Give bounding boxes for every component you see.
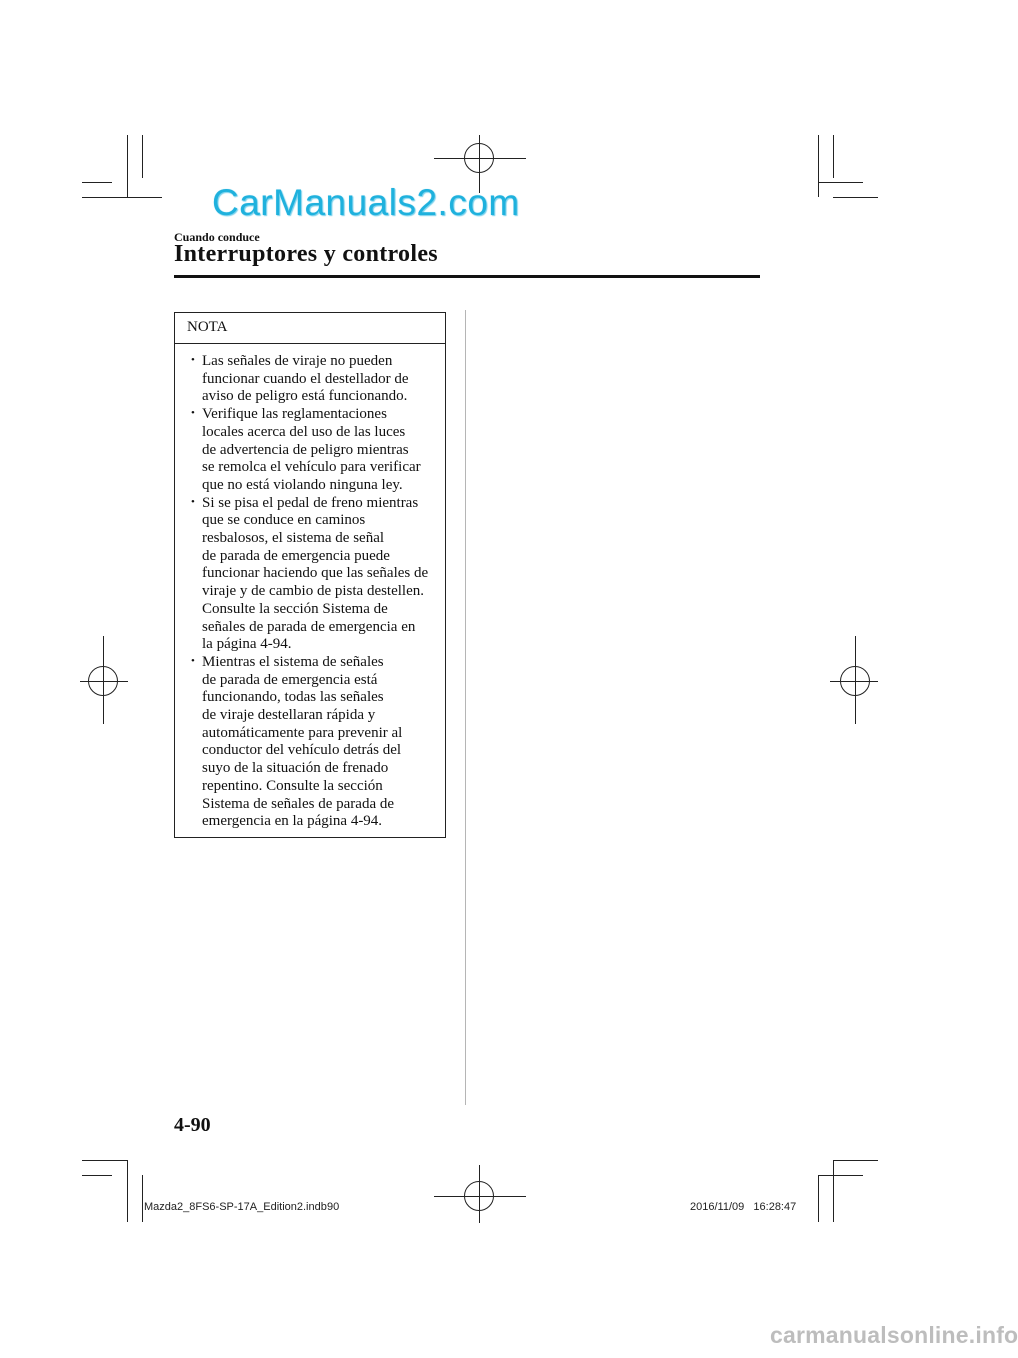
- note-box: [174, 312, 446, 838]
- footer-timestamp: 2016/11/09 16:28:47: [690, 1201, 797, 1213]
- note-item: • Las señales de viraje no pueden funcionar cuando el destellador de aviso de peligro está funcionando.: [185, 353, 447, 406]
- watermark-logo: CarManuals2.com: [212, 182, 520, 223]
- crop-mark: [82, 182, 112, 183]
- crop-mark: [855, 636, 856, 724]
- crop-mark: [833, 1160, 834, 1222]
- column-divider: [465, 310, 466, 1105]
- crop-mark: [833, 135, 834, 178]
- note-header: [175, 313, 445, 344]
- section-label: Cuando conduce: [174, 230, 260, 244]
- page-title: Interruptores y controles: [174, 241, 438, 267]
- crop-mark: [818, 1175, 863, 1176]
- note-label: NOTA: [187, 319, 228, 335]
- note-item: • Si se pisa el pedal de freno mientras que se conduce en caminos resbalosos, el sistema de señal de parada de emergencia puede funcionar haciendo que las señales de viraje y de cambio de pista destellen. Consulte la sección Sistema de señales de parada de emergencia en la página 4-94.: [185, 495, 447, 654]
- crop-mark: [818, 182, 863, 183]
- crop-mark: [142, 135, 143, 178]
- crop-mark: [833, 1160, 878, 1161]
- site-footer-watermark: carmanualsonline.info: [770, 1322, 1018, 1348]
- footer-filename: Mazda2_8FS6-SP-17A_Edition2.indb: [144, 1201, 327, 1213]
- note-item: • Verifique las reglamentaciones locales acerca del uso de las luces de advertencia de peligro mientras se remolca el vehículo para verificar que no está violando ninguna ley.: [185, 406, 447, 495]
- crop-mark: [434, 1196, 526, 1197]
- crop-mark: [82, 197, 162, 198]
- crop-mark: [142, 1175, 143, 1222]
- note-list: [185, 353, 447, 831]
- crop-mark: [82, 1160, 127, 1161]
- crop-mark: [833, 197, 878, 198]
- crop-mark: [103, 636, 104, 724]
- note-item: • Mientras el sistema de señales de parada de emergencia está funcionando, todas las señales de viraje destellaran rápida y automáticamente para prevenir al conductor del vehículo detrás del suyo de la situación de frenado repentino. Consulte la sección Sistema de señales de parada de emergencia en la página 4-94.: [185, 654, 447, 831]
- page-number: 4-90: [174, 1114, 211, 1136]
- crop-mark: [434, 158, 526, 159]
- title-rule: [174, 275, 760, 278]
- footer-page: 90: [327, 1201, 340, 1213]
- crop-mark: [818, 1175, 819, 1222]
- crop-mark: [127, 1160, 128, 1222]
- crop-mark: [479, 1165, 480, 1223]
- crop-mark: [80, 681, 128, 682]
- crop-mark: [818, 135, 819, 197]
- crop-mark: [127, 135, 128, 197]
- crop-mark: [82, 1175, 112, 1176]
- crop-mark: [830, 681, 878, 682]
